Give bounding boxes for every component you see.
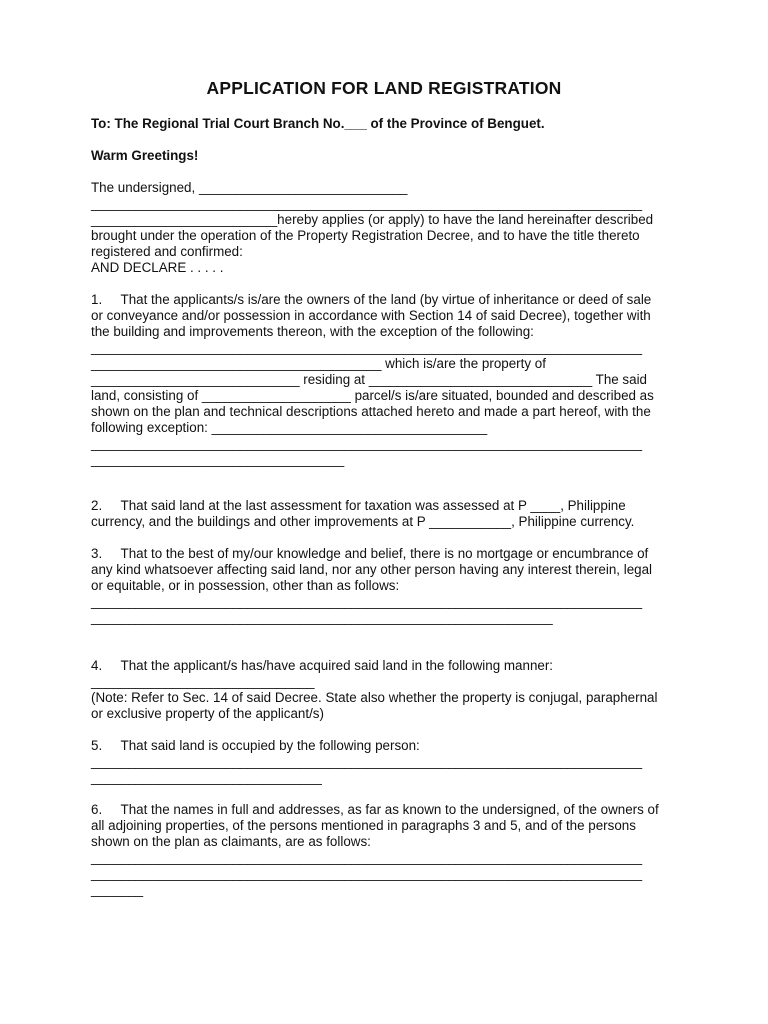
paragraph-4-line: 4. That the applicant/s has/have acquired said land in the following manner: (91, 658, 554, 673)
paragraph-6-line: shown on the plan as claimants, are as follows: (91, 834, 371, 849)
paragraph-3-line: or equitable, or in possession, other than as follows: (91, 578, 400, 593)
paragraph-1-line: ____________________________ residing at ______________________________ The said (91, 372, 647, 387)
paragraph-1-line: land, consisting of ____________________ parcel/s is/are situated, bounded and described as (91, 388, 654, 403)
body-line: _________________________hereby applies (or apply) to have the land hereinafter described (91, 212, 654, 227)
paragraph-6-line: all adjoining properties, of the persons mentioned in paragraphs 3 and 5, and of the persons (91, 818, 636, 833)
document-title: APPLICATION FOR LAND REGISTRATION (206, 78, 562, 98)
paragraph-6-line: 6. That the names in full and addresses, as far as known to the undersigned, of the owners of (91, 802, 659, 817)
note-line: (Note: Refer to Sec. 14 of said Decree. State also whether the property is conjugal, paraphernal (91, 690, 658, 705)
paragraph-3-line: 3. That to the best of my/our knowledge and belief, there is no mortgage or encumbrance of (91, 546, 649, 561)
blank-line: __________________________________________________________________________ (91, 754, 643, 769)
undersigned-line: The undersigned, ____________________________ (91, 180, 408, 195)
addressee-line: To: The Regional Trial Court Branch No.___ of the Province of Benguet. (91, 116, 545, 131)
greeting-line: Warm Greetings! (91, 148, 199, 163)
paragraph-1-line: the building and improvements thereon, with the exception of the following: (91, 324, 534, 339)
paragraph-1-line: _______________________________________ which is/are the property of (91, 356, 546, 371)
paragraph-3-line: any kind whatsoever affecting said land, nor any other person having any interest therein, legal (91, 562, 653, 577)
blank-line: __________________________________________________________________________ (91, 594, 643, 609)
blank-line: __________________________________________________________________________ (91, 436, 643, 451)
note-line: or exclusive property of the applicant/s) (91, 706, 324, 721)
paragraph-2-line: 2. That said land at the last assessment for taxation was assessed at P ____, Philippine (91, 498, 626, 513)
body-line: registered and confirmed: (91, 244, 243, 259)
blank-line: _______________________________ (91, 770, 322, 785)
blank-line: __________________________________ (91, 452, 345, 467)
blank-line: _______ (91, 882, 144, 897)
blank-line: __________________________________________________________________________ (91, 866, 643, 881)
blank-line: ______________________________________________________________ (91, 610, 553, 625)
blank-line: ______________________________ (91, 674, 315, 689)
blank-line: __________________________________________________________________________ (91, 850, 643, 865)
paragraph-1-line: 1. That the applicants/s is/are the owners of the land (by virtue of inheritance or deed of sale (91, 292, 652, 307)
body-line: brought under the operation of the Property Registration Decree, and to have the title thereto (91, 228, 640, 243)
blank-line: __________________________________________________________________________ (91, 196, 643, 211)
paragraph-1-line: following exception: _____________________________________ (91, 420, 488, 435)
paragraph-2-line: currency, and the buildings and other improvements at P ___________, Philippine currency. (91, 514, 635, 529)
declare-line: AND DECLARE . . . . . (91, 260, 224, 275)
blank-line: __________________________________________________________________________ (91, 340, 643, 355)
paragraph-1-line: or conveyance and/or possession in accordance with Section 14 of said Decree), together with (91, 308, 651, 323)
paragraph-5-line: 5. That said land is occupied by the following person: (91, 738, 420, 753)
paragraph-1-line: shown on the plan and technical descriptions attached hereto and made a part hereof, with the (91, 404, 651, 419)
